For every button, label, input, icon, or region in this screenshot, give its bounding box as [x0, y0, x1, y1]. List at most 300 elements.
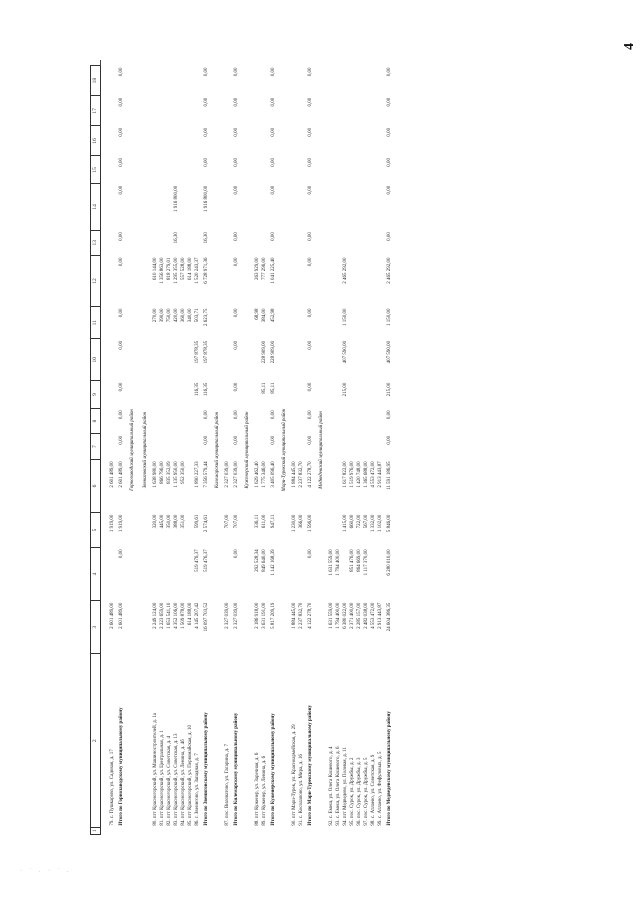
- region-heading: Горнозаводский муниципальный район: [130, 409, 135, 491]
- value-cell-col-14: [152, 184, 159, 230]
- value-cell-col-12: [109, 256, 116, 307]
- value-cell-col-18: [159, 66, 166, 96]
- address-cell: 86. г. Звенигово, ул. Западная, д. 7: [195, 753, 200, 826]
- table-row: [342, 66, 349, 835]
- value-cell-col-3: 5 817 209,19: [270, 602, 276, 629]
- value-cell-col-16: 0,00: [233, 127, 239, 137]
- address-cell: Итого по Горнозаводскому муниципальному району: [118, 707, 124, 826]
- column-header-6: 6: [91, 459, 101, 512]
- value-cell-col-13: [254, 230, 261, 255]
- value-cell-col-7: 0,00: [386, 435, 392, 445]
- value-cell-col-10: [159, 339, 166, 381]
- value-cell-col-9: [109, 381, 116, 409]
- value-cell-col-8: 0,00: [233, 410, 239, 420]
- value-cell-col-10: 0,00: [118, 340, 124, 350]
- value-cell-col-15: [159, 156, 166, 184]
- value-cell-col-11: [370, 306, 377, 338]
- value-cell-col-8: 0,00: [203, 410, 209, 420]
- value-cell-col-17: [187, 96, 194, 126]
- value-cell-col-18: 0,00: [233, 67, 239, 77]
- value-cell-col-12: 1 295 355,00: [174, 257, 179, 284]
- value-cell-col-12: 1 520 243,37: [195, 257, 200, 284]
- value-cell-col-4: 0,00: [118, 549, 124, 559]
- column-header-18: 18: [91, 66, 101, 96]
- value-cell-col-7: [370, 434, 377, 459]
- total-row: [201, 66, 211, 835]
- value-cell-col-1: [180, 828, 187, 835]
- value-cell-col-14: 0,00: [270, 185, 276, 195]
- value-cell-col-12: [298, 256, 305, 307]
- column-header-2: 2: [91, 654, 101, 828]
- value-cell-col-10: [377, 339, 384, 381]
- value-cell-col-1: [291, 828, 298, 835]
- column-header-14: 14: [91, 184, 101, 230]
- value-cell-col-13: [109, 230, 116, 255]
- value-cell-col-8: 0,00: [307, 410, 313, 420]
- value-cell-col-11: 360,00: [181, 308, 186, 323]
- budget-table: [90, 65, 394, 835]
- value-cell-col-4: 1 117 370,00: [364, 549, 369, 576]
- value-cell-col-8: [328, 408, 335, 433]
- value-cell-col-11: 0,00: [307, 308, 313, 318]
- table-row: [291, 66, 298, 835]
- value-cell-col-3: 2 601 489,00: [118, 602, 124, 629]
- table-row: [224, 66, 231, 835]
- value-cell-col-11: [363, 306, 370, 338]
- value-cell-col-17: [180, 96, 187, 126]
- value-cell-col-6: 1 519 976,00: [350, 461, 355, 488]
- scan-artifact: · ˙ . · ˙ .: [20, 868, 72, 874]
- column-header-9: 9: [91, 381, 101, 409]
- value-cell-col-6: 4 122 278,70: [307, 461, 313, 488]
- value-cell-col-10: [356, 339, 363, 381]
- value-cell-col-17: [291, 96, 298, 126]
- value-cell-col-14: [187, 184, 194, 230]
- table-row: [173, 66, 180, 835]
- value-cell-col-7: [335, 434, 342, 459]
- region-heading-row: [211, 66, 224, 835]
- column-header-3: 3: [91, 601, 101, 654]
- value-cell-col-16: [159, 126, 166, 156]
- value-cell-col-1: [305, 828, 315, 835]
- value-cell-col-18: [328, 66, 335, 96]
- value-cell-col-9: [298, 381, 305, 409]
- value-cell-col-17: 0,00: [307, 97, 313, 107]
- value-cell-col-13: [349, 230, 356, 255]
- value-cell-col-17: [109, 96, 116, 126]
- value-cell-col-10: [152, 339, 159, 381]
- table-row: [159, 66, 166, 835]
- value-cell-col-8: [349, 408, 356, 433]
- value-cell-col-5: 1 919,00: [110, 514, 115, 533]
- value-cell-col-10: [166, 339, 173, 381]
- value-cell-col-6: 2 913 443,87: [378, 461, 383, 488]
- value-cell-col-16: [173, 126, 180, 156]
- value-cell-col-14: 0,00: [118, 185, 124, 195]
- value-cell-col-16: [166, 126, 173, 156]
- value-cell-col-14: [224, 184, 231, 230]
- value-cell-col-13: 0,00: [307, 232, 313, 241]
- address-cell: Итого по Медведевскому муниципальному району: [386, 711, 392, 826]
- value-cell-col-1: [224, 828, 231, 835]
- value-cell-col-9: [291, 381, 298, 409]
- value-cell-col-14: [291, 184, 298, 230]
- value-cell-col-3: 6 380 022,00: [343, 602, 348, 629]
- value-cell-col-16: [335, 126, 342, 156]
- region-heading: Куженерский муниципальный район: [245, 411, 250, 489]
- value-cell-col-15: [194, 156, 201, 184]
- value-cell-col-15: 0,00: [386, 157, 392, 167]
- value-cell-col-16: [349, 126, 356, 156]
- value-cell-col-4: 292 528,34: [255, 549, 260, 572]
- value-cell-col-9: [335, 381, 342, 409]
- table-row: [152, 66, 159, 835]
- table-row: [377, 66, 384, 835]
- value-cell-col-6: 2 601 489,00: [118, 461, 124, 488]
- value-cell-col-18: [261, 66, 268, 96]
- value-cell-col-10: [187, 339, 194, 381]
- value-cell-col-5: 1 332,00: [371, 514, 376, 533]
- address-cell: Итого по Килемарскому муниципальному району: [233, 712, 239, 826]
- value-cell-col-18: [298, 66, 305, 96]
- value-cell-col-10: 0,00: [307, 340, 313, 350]
- value-cell-col-12: 263 929,00: [255, 257, 260, 281]
- value-cell-col-7: [166, 434, 173, 459]
- value-cell-col-5: [335, 513, 342, 548]
- value-cell-col-1: [342, 828, 349, 835]
- value-cell-col-16: [356, 126, 363, 156]
- value-cell-col-6: 2 327 039,00: [233, 461, 239, 488]
- value-cell-col-8: [159, 408, 166, 433]
- value-cell-col-5: 5 846,00: [386, 514, 392, 533]
- value-cell-col-18: [349, 66, 356, 96]
- value-cell-col-15: 0,00: [270, 157, 276, 167]
- value-cell-col-12: 0,00: [118, 257, 124, 267]
- value-cell-col-6: 1 638 980,00: [153, 461, 158, 488]
- value-cell-col-12: 777 296,00: [262, 257, 267, 281]
- table-body: [91, 66, 395, 835]
- address-cell: 91. с. Косолапово, ул. Мира, д. 16: [299, 754, 304, 826]
- value-cell-col-5: 660,00: [350, 514, 355, 529]
- region-heading-row: [139, 66, 152, 835]
- value-cell-col-9: [356, 381, 363, 409]
- value-cell-col-4: 0,00: [233, 549, 239, 559]
- value-cell-col-12: [356, 256, 363, 307]
- value-cell-col-9: 215,00: [386, 382, 392, 397]
- value-cell-col-13: [194, 230, 201, 255]
- value-cell-col-10: [370, 339, 377, 381]
- value-cell-col-3: 1 884 445,00: [292, 602, 297, 629]
- value-cell-col-12: [363, 256, 370, 307]
- value-cell-col-10: [363, 339, 370, 381]
- value-cell-col-18: [194, 66, 201, 96]
- table-row: [328, 66, 335, 835]
- value-cell-col-1: [254, 828, 261, 835]
- value-cell-col-18: [173, 66, 180, 96]
- address-cell: 84. пгт Красногорский, ул. Ленина, д. 4б: [181, 739, 186, 826]
- value-cell-col-9: 0,00: [307, 382, 313, 392]
- value-cell-col-8: [363, 408, 370, 433]
- value-cell-col-17: [152, 96, 159, 126]
- value-cell-col-15: [109, 156, 116, 184]
- value-cell-col-17: 0,00: [270, 97, 276, 107]
- value-cell-col-14: [254, 184, 261, 230]
- value-cell-col-17: [261, 96, 268, 126]
- value-cell-col-11: 0,00: [118, 308, 124, 318]
- total-row: [305, 66, 315, 835]
- column-header-15: 15: [91, 156, 101, 184]
- value-cell-col-11: 0,00: [233, 308, 239, 318]
- value-cell-col-10: 228 909,00: [270, 340, 276, 364]
- value-cell-col-9: 0,00: [233, 382, 239, 392]
- value-cell-col-5: 599,61: [195, 514, 200, 529]
- value-cell-col-10: [335, 339, 342, 381]
- value-cell-col-14: 1 916 800,00: [203, 185, 209, 212]
- value-cell-col-6: 2 601 489,00: [110, 461, 115, 488]
- region-heading: Мари-Турекский муниципальный район: [282, 408, 287, 492]
- value-cell-col-1: [335, 828, 342, 835]
- value-cell-col-4: 519 476,37: [203, 549, 209, 572]
- value-cell-col-15: [298, 156, 305, 184]
- value-cell-col-5: 707,00: [233, 514, 239, 529]
- value-cell-col-15: [173, 156, 180, 184]
- value-cell-col-6: 2 327 039,00: [225, 461, 230, 488]
- value-cell-col-9: [363, 381, 370, 409]
- value-cell-col-17: [166, 96, 173, 126]
- value-cell-col-15: [328, 156, 335, 184]
- value-cell-col-18: [370, 66, 377, 96]
- value-cell-col-5: 1 596,00: [307, 514, 313, 533]
- value-cell-col-9: 0,00: [118, 382, 124, 392]
- value-cell-col-15: [224, 156, 231, 184]
- address-cell: 82. пгт Красногорский, ул. Советская, д. 4: [167, 735, 172, 826]
- value-cell-col-15: [335, 156, 342, 184]
- value-cell-col-1: [152, 828, 159, 835]
- table-row: [298, 66, 305, 835]
- address-cell: 88. пгт Куженер, ул. Заречная, д. 6: [255, 752, 260, 826]
- value-cell-col-14: [349, 184, 356, 230]
- value-cell-col-10: 228 909,00: [262, 340, 267, 364]
- value-cell-col-7: [109, 434, 116, 459]
- address-cell: 79. с. Пушкарово, ул. Садовая, д. 17: [110, 749, 115, 826]
- value-cell-col-7: [298, 434, 305, 459]
- value-cell-col-18: [152, 66, 159, 96]
- value-cell-col-3: 16 097 703,52: [203, 602, 209, 632]
- value-cell-col-14: [356, 184, 363, 230]
- value-cell-col-8: [342, 408, 349, 433]
- value-cell-col-1: [363, 828, 370, 835]
- value-cell-col-11: 340,00: [188, 308, 193, 323]
- value-cell-col-12: [291, 256, 298, 307]
- value-cell-col-7: [261, 434, 268, 459]
- address-cell: 99. с. Атлаево, ул. Фефуловых, д. 5: [378, 751, 383, 826]
- value-cell-col-10: [173, 339, 180, 381]
- value-cell-col-3: 2 913 443,87: [378, 602, 383, 629]
- value-cell-col-14: [298, 184, 305, 230]
- value-cell-col-4: 1 142 168,39: [270, 549, 276, 576]
- address-cell: Итого по Звениговскому муниципальному району: [203, 712, 209, 826]
- value-cell-col-14: [159, 184, 166, 230]
- value-cell-col-16: [187, 126, 194, 156]
- value-cell-col-4: 851 476,00: [350, 549, 355, 572]
- value-cell-col-16: [328, 126, 335, 156]
- value-cell-col-6: 3 405 096,40: [270, 461, 276, 488]
- value-cell-col-13: 0,00: [118, 232, 124, 241]
- column-header-16: 16: [91, 126, 101, 156]
- value-cell-col-1: [187, 828, 194, 835]
- value-cell-col-5: [328, 513, 335, 548]
- value-cell-col-18: 0,00: [386, 67, 392, 77]
- value-cell-col-17: 0,00: [203, 97, 209, 107]
- value-cell-col-17: [194, 96, 201, 126]
- value-cell-col-7: [356, 434, 363, 459]
- value-cell-col-9: [224, 381, 231, 409]
- value-cell-col-17: [356, 96, 363, 126]
- value-cell-col-9: 85,11: [262, 382, 267, 394]
- value-cell-col-4: [342, 547, 349, 600]
- value-cell-col-15: [342, 156, 349, 184]
- column-header-12: 12: [91, 256, 101, 307]
- value-cell-col-4: [152, 547, 159, 600]
- total-row: [268, 66, 278, 835]
- value-cell-col-8: [173, 408, 180, 433]
- value-cell-col-7: [159, 434, 166, 459]
- value-cell-col-10: [298, 339, 305, 381]
- value-cell-col-18: [356, 66, 363, 96]
- value-cell-col-3: 2 223 659,00: [160, 602, 165, 629]
- value-cell-col-15: [291, 156, 298, 184]
- value-cell-col-16: [261, 126, 268, 156]
- value-cell-col-17: [370, 96, 377, 126]
- value-cell-col-14: 1 916 800,00: [174, 185, 179, 212]
- column-number-header: [91, 66, 101, 835]
- value-cell-col-3: 4 145 207,42: [195, 602, 200, 629]
- value-cell-col-3: 2 601 489,00: [110, 602, 115, 629]
- value-cell-col-1: [377, 828, 384, 835]
- region-heading-row: [278, 66, 291, 835]
- region-heading: Звениговский муниципальный район: [143, 411, 148, 489]
- value-cell-col-15: [254, 156, 261, 184]
- value-cell-col-4: [377, 547, 384, 600]
- value-cell-col-4: 6 280 010,00: [386, 549, 392, 576]
- value-cell-col-3: 1 509 878,00: [181, 602, 186, 629]
- table-row: [335, 66, 342, 835]
- value-cell-col-11: [291, 306, 298, 338]
- value-cell-col-13: [363, 230, 370, 255]
- value-cell-col-15: [349, 156, 356, 184]
- value-cell-col-4: [166, 547, 173, 600]
- value-cell-col-13: [291, 230, 298, 255]
- value-cell-col-9: [254, 381, 261, 409]
- column-header-11: 11: [91, 306, 101, 338]
- value-cell-col-6: 7 356 579,44: [203, 461, 209, 488]
- value-cell-col-18: [254, 66, 261, 96]
- value-cell-col-11: 68,98: [255, 308, 260, 320]
- value-cell-col-8: 0,00: [386, 410, 392, 420]
- value-cell-col-7: [328, 434, 335, 459]
- address-cell: 85. пгт Красногорский, ул. Первомайская, д. 10: [188, 725, 193, 826]
- value-cell-col-14: 0,00: [307, 185, 313, 195]
- value-cell-col-18: 0,00: [118, 67, 124, 77]
- value-cell-col-1: [116, 828, 126, 835]
- value-cell-col-9: [328, 381, 335, 409]
- value-cell-col-4: [298, 547, 305, 600]
- value-cell-col-4: [224, 547, 231, 600]
- value-cell-col-16: [342, 126, 349, 156]
- value-cell-col-9: [349, 381, 356, 409]
- value-cell-col-17: [328, 96, 335, 126]
- value-cell-col-7: [187, 434, 194, 459]
- value-cell-col-6: [187, 459, 194, 512]
- value-cell-col-10: [349, 339, 356, 381]
- column-header-17: 17: [91, 96, 101, 126]
- value-cell-col-14: [342, 184, 349, 230]
- address-cell: 80. пгт Красногорский, ул. Машиностроителей, д. 1а: [153, 713, 158, 826]
- value-cell-col-8: [180, 408, 187, 433]
- value-cell-col-9: [152, 381, 159, 409]
- value-cell-col-5: 388,00: [174, 514, 179, 529]
- value-cell-col-5: 366,00: [299, 514, 304, 529]
- value-cell-col-9: [180, 381, 187, 409]
- value-cell-col-5: 611,00: [262, 514, 267, 529]
- value-cell-col-6: 1 420 748,00: [357, 461, 362, 488]
- value-cell-col-15: [187, 156, 194, 184]
- value-cell-col-17: [342, 96, 349, 126]
- value-cell-col-12: 1 356 863,00: [160, 257, 165, 284]
- value-cell-col-12: 0,00: [233, 257, 239, 267]
- page-number: 4: [622, 43, 637, 50]
- value-cell-col-18: 0,00: [203, 67, 209, 77]
- value-cell-col-3: 1 631 559,00: [329, 602, 334, 629]
- address-cell: 81. пгт Красногорский, ул. Центральная, д. 1: [160, 730, 165, 826]
- value-cell-col-12: 610 144,00: [153, 257, 158, 281]
- value-cell-col-8: [335, 408, 342, 433]
- value-cell-col-11: 750,00: [167, 308, 172, 323]
- region-heading: Килемарский муниципальный район: [215, 411, 220, 489]
- value-cell-col-18: [342, 66, 349, 96]
- rotated-table-container: [90, 65, 615, 835]
- value-cell-col-4: [291, 547, 298, 600]
- value-cell-col-5: [187, 513, 194, 548]
- value-cell-col-9: [166, 381, 173, 409]
- address-cell: 89. пгт Куженер, ул. Ленина, д. 6: [262, 755, 267, 826]
- value-cell-col-3: 2 249 124,00: [153, 602, 158, 629]
- region-heading-row: [126, 66, 139, 835]
- value-cell-col-16: [109, 126, 116, 156]
- value-cell-col-8: [377, 408, 384, 433]
- value-cell-col-10: [328, 339, 335, 381]
- value-cell-col-3: 614 188,00: [188, 602, 193, 626]
- value-cell-col-1: [261, 828, 268, 835]
- value-cell-col-11: 420,00: [174, 308, 179, 323]
- value-cell-col-17: [377, 96, 384, 126]
- table-row: [166, 66, 173, 835]
- value-cell-col-5: 351,00: [181, 514, 186, 529]
- value-cell-col-13: 16,30: [174, 232, 179, 244]
- value-cell-col-11: 2 623,75: [203, 308, 209, 326]
- value-cell-col-7: [291, 434, 298, 459]
- address-cell: 92. с. Емеш, ул. Олега Кошевого, д. 4: [329, 746, 334, 826]
- value-cell-col-6: 866 796,00: [160, 461, 165, 484]
- value-cell-col-12: 2 465 292,00: [343, 257, 348, 284]
- value-cell-col-8: 0,00: [118, 410, 124, 420]
- value-cell-col-15: [370, 156, 377, 184]
- value-cell-col-6: 4 553 472,00: [371, 461, 376, 488]
- value-cell-col-9: [187, 381, 194, 409]
- value-cell-col-10: [109, 339, 116, 381]
- value-cell-col-17: [224, 96, 231, 126]
- table-row: [349, 66, 356, 835]
